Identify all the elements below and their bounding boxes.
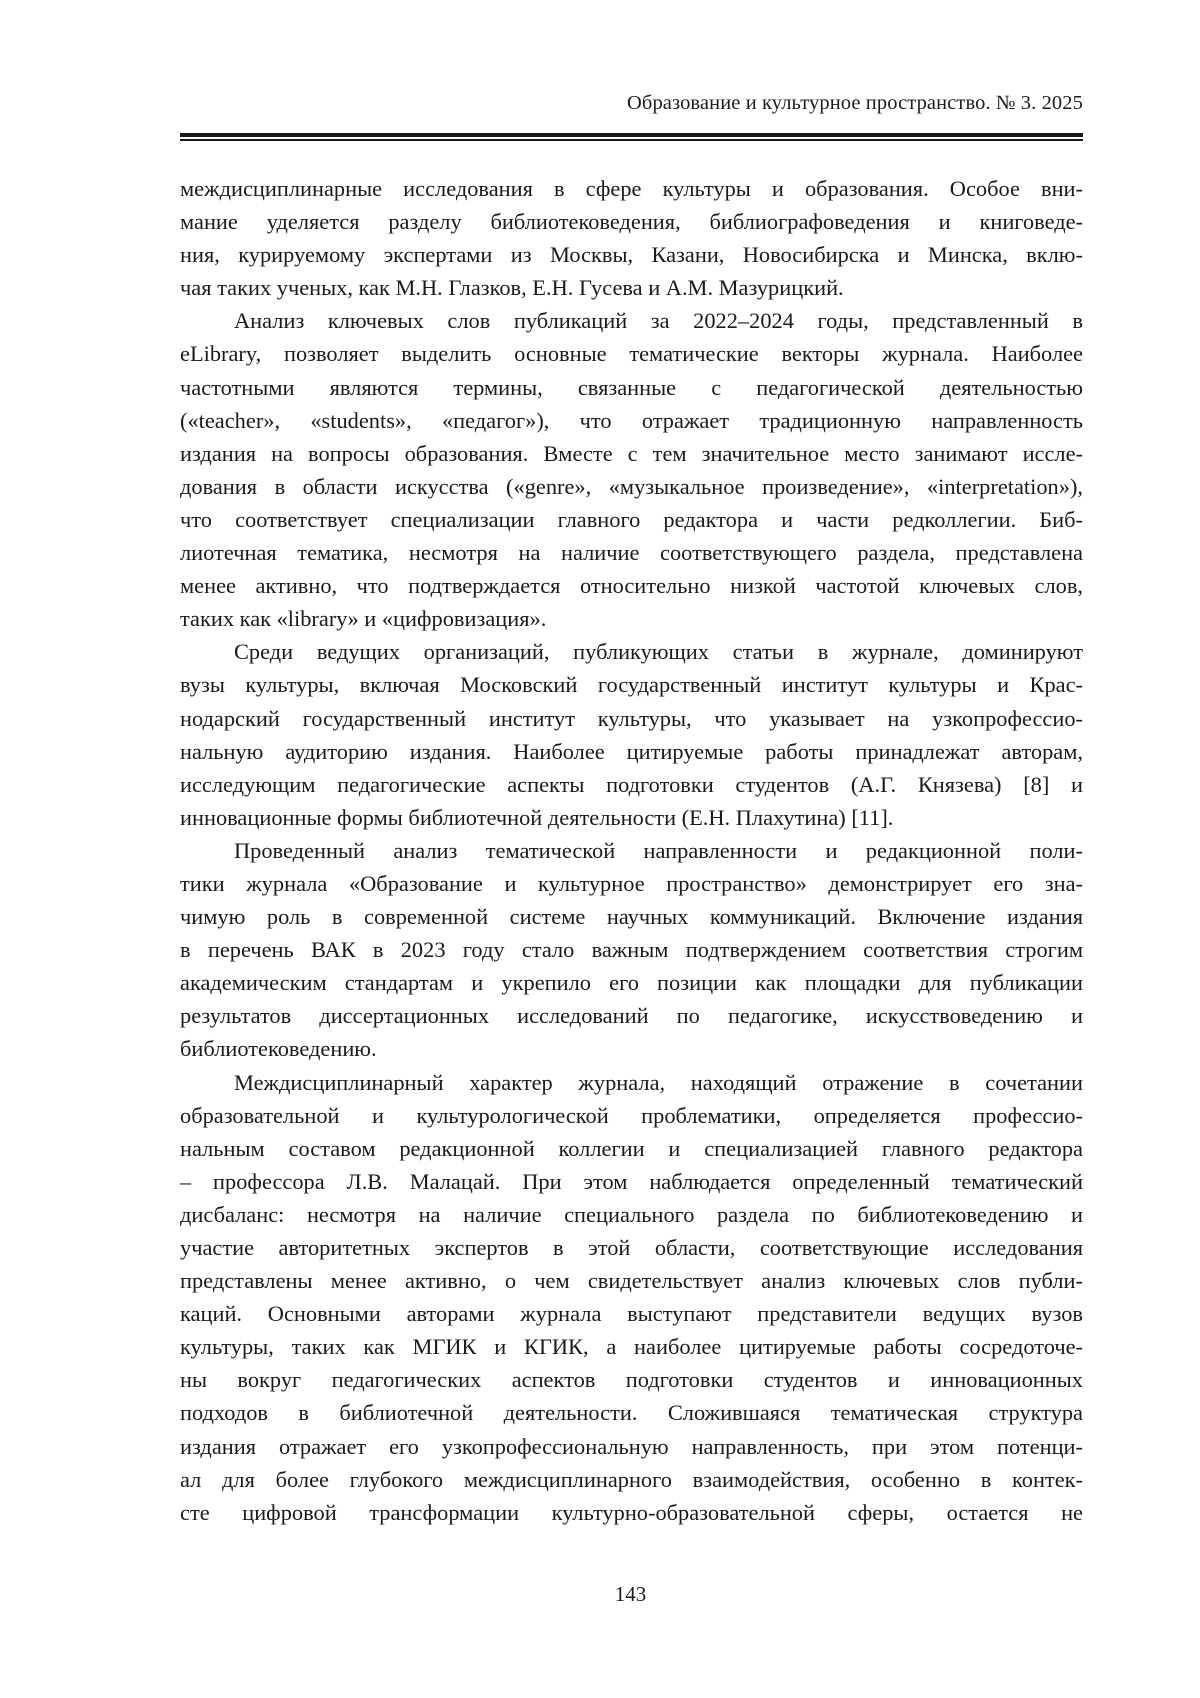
text-line: результатов диссертационных исследований по педагогике, искусствоведению и [180,1003,1083,1029]
text-line: исследующим педагогические аспекты подготовки студентов (А.Г. Князева) [8] и [180,771,1083,797]
text-line: каций. Основными авторами журнала выступают представители ведущих вузов [180,1301,1083,1327]
text-line: чимую роль в современной системе научных коммуникаций. Включение издания [180,904,1083,930]
text-line: дисбаланс: несмотря на наличие специального раздела по библиотековедению и [180,1201,1083,1227]
text-line: подходов в библиотечной деятельности. Сложившаяся тематическая структура [180,1400,1083,1426]
running-header-title: Образование и культурное пространство. № 3. 2025 [627,92,1083,114]
text-line: («teacher», «students», «педагог»), что отражает традиционную направленность [180,407,1083,433]
text-line: библиотековедению. [180,1036,377,1062]
text-line: участие авторитетных экспертов в этой области, соответствующие исследования [180,1235,1083,1260]
text-line: что соответствует специализации главного редактора и части редколлегии. Биб- [180,506,1083,532]
body-text [180,172,1083,1529]
paragraph [180,834,1083,1066]
text-line: представлены менее активно, о чем свидетельствует анализ ключевых слов публи- [180,1268,1083,1294]
text-line: мание уделяется разделу библиотековедения, библиографоведения и книговеде- [180,209,1083,235]
text-line: лиотечная тематика, несмотря на наличие соответствующего раздела, представлена [180,540,1083,566]
text-line: – профессора Л.В. Малацай. При этом наблюдается определенный тематический [180,1168,1083,1194]
text-line: издания на вопросы образования. Вместе с тем значительное место занимают иссле- [180,440,1083,466]
text-line: междисциплинарные исследования в сфере культуры и образования. Особое вни- [180,176,1083,201]
text-line: в перечень ВАК в 2023 году стало важным подтверждением соответствия строгим [180,937,1083,963]
text-line: чая таких ученых, как М.Н. Глазков, Е.Н. Гусева и А.М. Мазурицкий. [180,275,844,301]
text-line: академическим стандартам и укрепило его позиции как площадки для публикации [180,970,1083,996]
text-line: культуры, таких как МГИК и КГИК, а наиболее цитируемые работы сосредоточе- [180,1334,1083,1360]
text-line: вузы культуры, включая Московский государственный институт культуры и Крас- [180,672,1083,698]
text-line: нальным составом редакционной коллегии и специализацией главного редактора [180,1135,1083,1161]
text-line: дования в области искусства («genre», «музыкальное произведение», «interpretation»), [180,473,1083,499]
text-line: сте цифровой трансформации культурно-образовательной сферы, остается не [180,1499,1083,1525]
page-number: 143 [614,1582,647,1606]
paragraph [180,1066,1083,1529]
text-line: Проведенный анализ тематической направленности и редакционной поли- [234,837,1083,863]
text-line: инновационные формы библиотечной деятельности (Е.Н. Плахутина) [11]. [180,804,894,830]
text-line: образовательной и культурологической проблематики, определяется профессио- [180,1102,1083,1128]
text-line: Среди ведущих организаций, публикующих статьи в журнале, доминируют [234,639,1083,665]
paragraph [180,172,1083,304]
paragraph [180,304,1083,635]
text-line: издания отражает его узкопрофессиональную направленность, при этом потенци- [180,1433,1083,1459]
paragraph [180,635,1083,834]
header-rule-thin [180,139,1083,141]
header-rule-thick [180,133,1083,137]
text-line: нальную аудиторию издания. Наиболее цитируемые работы принадлежат авторам, [180,738,1083,764]
text-line: Междисциплинарный характер журнала, находящий отражение в сочетании [234,1069,1083,1095]
text-line: тики журнала «Образование и культурное пространство» демонстрирует его зна- [180,870,1083,896]
text-line: частотными являются термины, связанные с педагогической деятельностью [180,374,1083,400]
text-line: ния, курируемому экспертами из Москвы, Казани, Новосибирска и Минска, вклю- [180,242,1083,268]
text-line: eLibrary, позволяет выделить основные тематические векторы журнала. Наиболее [180,341,1083,367]
text-line: ал для более глубокого междисциплинарного взаимодействия, особенно в контек- [180,1466,1083,1492]
text-line: нодарский государственный институт культуры, что указывает на узкопрофессио- [180,705,1083,731]
text-line: таких как «library» и «цифровизация». [180,606,547,632]
text-line: ны вокруг педагогических аспектов подготовки студентов и инновационных [180,1367,1083,1393]
text-line: менее активно, что подтверждается относительно низкой частотой ключевых слов, [180,573,1083,599]
text-line: Анализ ключевых слов публикаций за 2022–2024 годы, представленный в [234,308,1083,334]
